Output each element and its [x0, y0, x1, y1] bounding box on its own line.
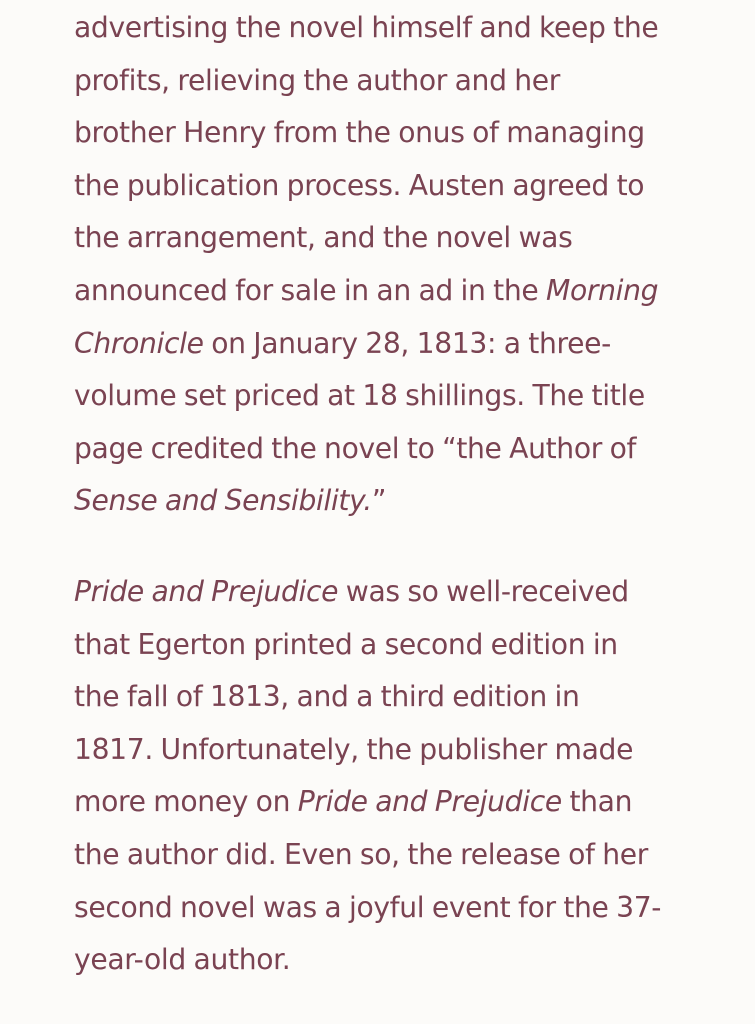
line-text: profits, relieving the author and her — [74, 63, 560, 97]
line-text: 1817. Unfortunately, the publisher made — [74, 732, 634, 766]
line-text: announced for sale in an ad in the — [74, 273, 546, 307]
line-text: the author did. Even so, the release of her — [74, 837, 648, 871]
line-text: year-old author. — [74, 943, 291, 977]
paragraph-line — [74, 370, 694, 423]
paragraph-line — [74, 724, 694, 777]
article-body — [74, 0, 694, 987]
paragraph-line — [74, 671, 694, 724]
line-text: the fall of 1813, and a third edition in — [74, 680, 580, 714]
paragraph-line — [74, 776, 694, 829]
paragraph-line — [74, 2, 694, 55]
line-text: on January 28, 1813: a three- — [203, 326, 611, 360]
book-title-pride-and-prejudice: Pride and Prejudice — [297, 785, 562, 819]
paragraph-line — [74, 55, 694, 108]
paragraph-line — [74, 265, 694, 318]
line-text: the publication process. Austen agreed to — [74, 168, 645, 202]
closing-quote: ” — [371, 484, 387, 518]
book-title-pride-and-prejudice: Pride and Prejudice — [74, 574, 339, 608]
paragraph-line — [74, 829, 694, 882]
line-text: volume set priced at 18 shillings. The title — [74, 379, 645, 413]
book-title-sense-and-sensibility: Sense and Sensibility. — [74, 484, 372, 518]
line-text: than — [561, 785, 633, 819]
line-text: was so well-received — [338, 574, 629, 608]
paragraph-line — [74, 107, 694, 160]
line-text: advertising the novel himself and keep the — [74, 11, 659, 44]
paragraph-line — [74, 934, 694, 987]
paragraph-line — [74, 475, 694, 528]
paragraph-line — [74, 423, 694, 476]
line-text: more money on — [74, 785, 298, 819]
line-text: page credited the novel to “the Author of — [74, 431, 637, 465]
paragraph-line — [74, 619, 694, 672]
line-text: second novel was a joyful event for the 37- — [74, 890, 662, 924]
paragraph-line — [74, 160, 694, 213]
publication-title-chronicle: Chronicle — [74, 326, 204, 360]
line-text: brother Henry from the onus of managing — [74, 116, 645, 150]
paragraph-line — [74, 882, 694, 935]
publication-title-morning: Morning — [546, 273, 659, 307]
paragraph-line — [74, 318, 694, 371]
article-paragraph-reception — [74, 566, 694, 987]
line-text: that Egerton printed a second edition in — [74, 627, 618, 661]
paragraph-line — [74, 212, 694, 265]
paragraph-line — [74, 566, 694, 619]
article-paragraph-publication — [74, 2, 694, 528]
line-text: the arrangement, and the novel was — [74, 221, 573, 255]
